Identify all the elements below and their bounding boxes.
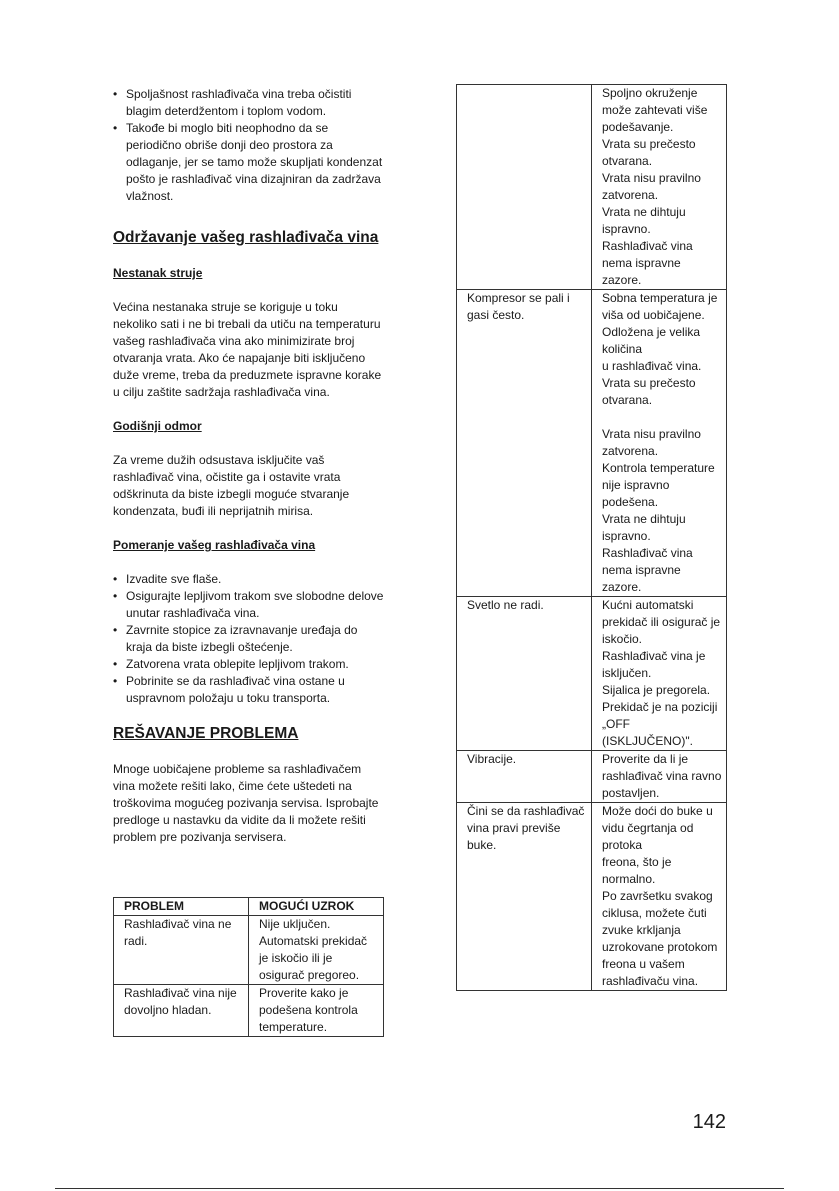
troubleshooting-table-right (456, 84, 727, 991)
list-item: • Izvadite sve flaše. (113, 571, 385, 588)
problem-cell: Rashlađivač vina ne radi. (114, 916, 249, 985)
moving-bullet-list (113, 571, 385, 707)
power-outage-text: Većina nestanaka struje se koriguje u toku nekoliko sati i ne bi trebali da utiču na temperaturu vašeg rashlađivača vina ako minimizirate broj otvaranja vrata. Ako će napajanje biti isključeno duže vreme, treba da preduzmete ispravne korake u cilju zaštite sadržaja rashlađivača vina. (113, 300, 382, 399)
page-number: 142 (692, 1111, 726, 1133)
table-row (457, 290, 727, 597)
power-outage-heading: Nestanak struje (113, 266, 203, 280)
cause-cell: Može doći do buke u vidu čegrtanja od protoka freona, što je normalno. Po završetku svakog ciklusa, možete čuti zvuke krkljanja uzrokovane protokom freona u vašem rashlađivaču vina. (592, 803, 727, 991)
table-row (457, 85, 727, 290)
problem-cell: Rashlađivač vina nije dovoljno hladan. (114, 985, 249, 1037)
vacation-heading: Godišnji odmor (113, 419, 202, 433)
troubleshooting-table-left (113, 897, 384, 1037)
problem-cell (457, 85, 592, 290)
table-row (457, 751, 727, 803)
problem-cell: Čini se da rashlađivač vina pravi previše buke. (457, 803, 592, 991)
right-column (456, 84, 726, 991)
problem-cell: Kompresor se pali i gasi često. (457, 290, 592, 597)
list-item: • Spoljašnost rashlađivača vina treba očistiti blagim deterdžentom i toplom vodom. (113, 86, 385, 120)
problem-cell: Svetlo ne radi. (457, 597, 592, 751)
cause-cell: Proverite da li je rashlađivač vina ravno postavljen. (592, 751, 727, 803)
table-row (457, 597, 727, 751)
table-row (457, 803, 727, 991)
list-item: • Pobrinite se da rashlađivač vina ostane u uspravnom položaju u toku transporta. (113, 673, 385, 707)
cause-cell: Spoljno okruženje može zahtevati više podešavanje. Vrata su prečesto otvarana. Vrata nisu pravilno zatvorena. Vrata ne dihtuju ispravno. Rashlađivač vina nema ispravne zazore. (592, 85, 727, 290)
moving-heading: Pomeranje vašeg rashlađivača vina (113, 538, 316, 552)
list-item: • Takođe bi moglo biti neophodno da se periodično obriše donji deo prostora za odlaganje, jer se tamo može skupljati kondenzat pošto je rashlađivač vina dizajniran da zadržava vlažnost. (113, 120, 385, 205)
cause-cell: Kućni automatski prekidač ili osigurač je iskočio. Rashlađivač vina je isključen. Sijalica je pregorela. Prekidač je na poziciji „OFF (ISKLJUČENO)". (592, 597, 727, 751)
footer-divider (55, 1188, 784, 1189)
vacation-text: Za vreme dužih odsustava isključite vaš rashlađivač vina, očistite ga i ostavite vrata odškrinuta da biste izbegli moguće stvaranje kondenzata, buđi ili neprijatnih mirisa. (113, 453, 350, 518)
troubleshooting-heading: REŠAVANJE PROBLEMA (113, 725, 299, 742)
list-item: • Zavrnite stopice za izravnavanje uređaja do kraja da biste izbegli oštećenje. (113, 622, 385, 656)
column-header-problem: PROBLEM (114, 898, 249, 916)
list-item: • Osigurajte lepljivom trakom sve slobodne delove unutar rashlađivača vina. (113, 588, 385, 622)
troubleshooting-text: Mnoge uobičajene probleme sa rashlađivačem vina možete rešiti lako, čime ćete uštedeti na troškovima mogućeg pozivanja servisa. Isprobajte predloge u nastavku da vidite da li možete rešiti problem pre pozivanja servisera. (113, 762, 379, 844)
intro-bullet-list (113, 86, 385, 205)
table-row (114, 985, 384, 1037)
maintenance-heading: Održavanje vašeg rashlađivača vina (113, 229, 379, 246)
left-column (113, 86, 385, 1037)
problem-cell: Vibracije. (457, 751, 592, 803)
table-row (114, 916, 384, 985)
cause-cell: Proverite kako je podešena kontrola temperature. (249, 985, 384, 1037)
list-item: • Zatvorena vrata oblepite lepljivom trakom. (113, 656, 385, 673)
cause-cell: Sobna temperatura je viša od uobičajene. Odložena je velika količina u rashlađivač vina. Vrata su prečesto otvarana. Vrata nisu pravilno zatvorena. Kontrola temperature nije ispravno podešena. Vrata ne dihtuju ispravno. Rashlađivač vina nema ispravne zazore. (592, 290, 727, 597)
cause-cell: Nije uključen. Automatski prekidač je iskočio ili je osigurač pregoreo. (249, 916, 384, 985)
table-header-row (114, 898, 384, 916)
column-header-cause: MOGUĆI UZROK (249, 898, 384, 916)
